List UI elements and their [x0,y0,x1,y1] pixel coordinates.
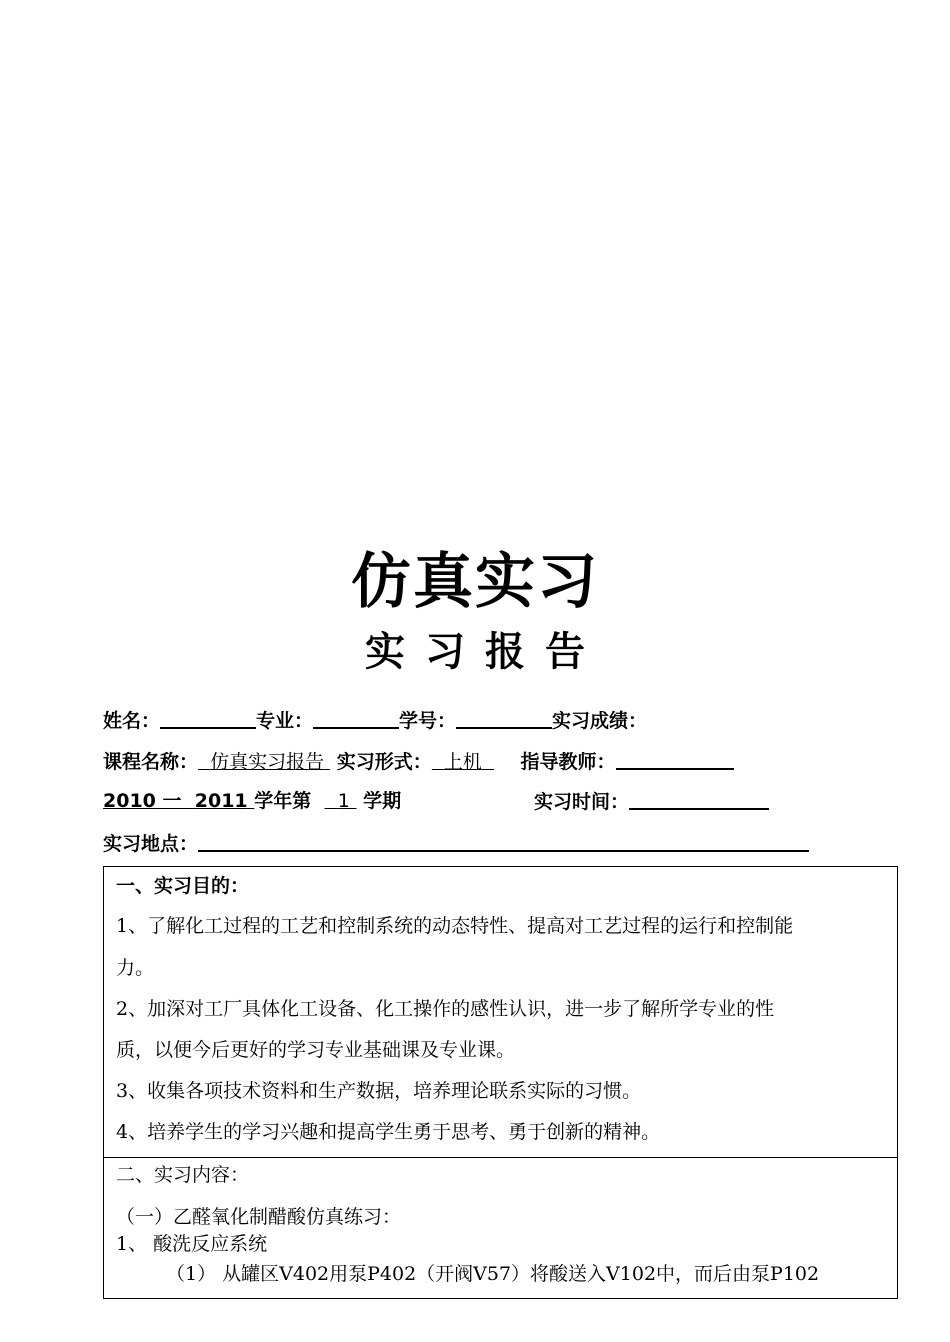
paragraph-line: 3、收集各项技术资料和生产数据，培养理论联系实际的习惯。 [116,1080,642,1102]
course-value: 仿真实习报告 [210,751,325,773]
name-blank[interactable] [160,707,256,729]
academic-year: 2010 一 2011 [103,790,248,812]
student-id-blank[interactable] [456,707,552,729]
student-id-label: 学号： [399,710,457,732]
term-text: 学期 [363,790,402,812]
major-label: 专业： [256,710,314,732]
section-purpose [103,866,898,1158]
place-blank[interactable] [198,830,809,852]
paragraph-line: （一）乙醛氧化制醋酸仿真练习： [116,1206,402,1228]
info-row-2 [103,748,734,775]
name-label: 姓名： [103,710,161,732]
info-row-3 [103,788,401,814]
time-label: 实习时间： [534,791,630,813]
form-value: 上机 [443,751,482,773]
paragraph-line: 力。 [116,957,155,979]
paragraph-line: （1） 从罐区V402用泵P402（开阀V57）将酸送入V102中，而后由泵P102 [166,1263,820,1285]
info-row-1 [103,707,647,734]
term-value: 1 [337,790,350,812]
form-label: 实习形式： [336,751,432,773]
time-blank[interactable] [629,788,769,810]
paragraph-line: 4、培养学生的学习兴趣和提高学生勇于思考、勇于创新的精神。 [116,1121,661,1143]
teacher-blank[interactable] [616,748,734,770]
section-heading: 二、实习内容： [116,1164,250,1186]
info-row-4 [103,830,809,857]
course-label: 课程名称： [103,751,199,773]
document-subtitle [0,622,950,682]
paragraph-line: 2、加深对工厂具体化工设备、化工操作的感性认识，进一步了解所学专业的性 [116,998,775,1020]
paragraph-line: 1、了解化工过程的工艺和控制系统的动态特性、提高对工艺过程的运行和控制能 [116,915,794,937]
subtitle-char: 报 [485,628,525,675]
subtitle-char: 实 [365,628,405,675]
year-text: 学年第 [254,790,312,812]
document-title: 仿真实习 [351,547,599,617]
section-content [103,1157,898,1299]
grade-label: 实习成绩： [552,710,648,732]
place-label: 实习地点： [103,833,199,855]
major-blank[interactable] [313,707,399,729]
section-heading: 一、实习目的： [116,875,250,897]
subtitle-char: 告 [545,628,585,675]
subtitle-char: 习 [425,628,465,675]
time-field [534,788,769,815]
paragraph-line: 1、 酸洗反应系统 [116,1233,268,1255]
paragraph-line: 质，以便今后更好的学习专业基础课及专业课。 [116,1039,516,1061]
teacher-label: 指导教师： [520,751,616,773]
